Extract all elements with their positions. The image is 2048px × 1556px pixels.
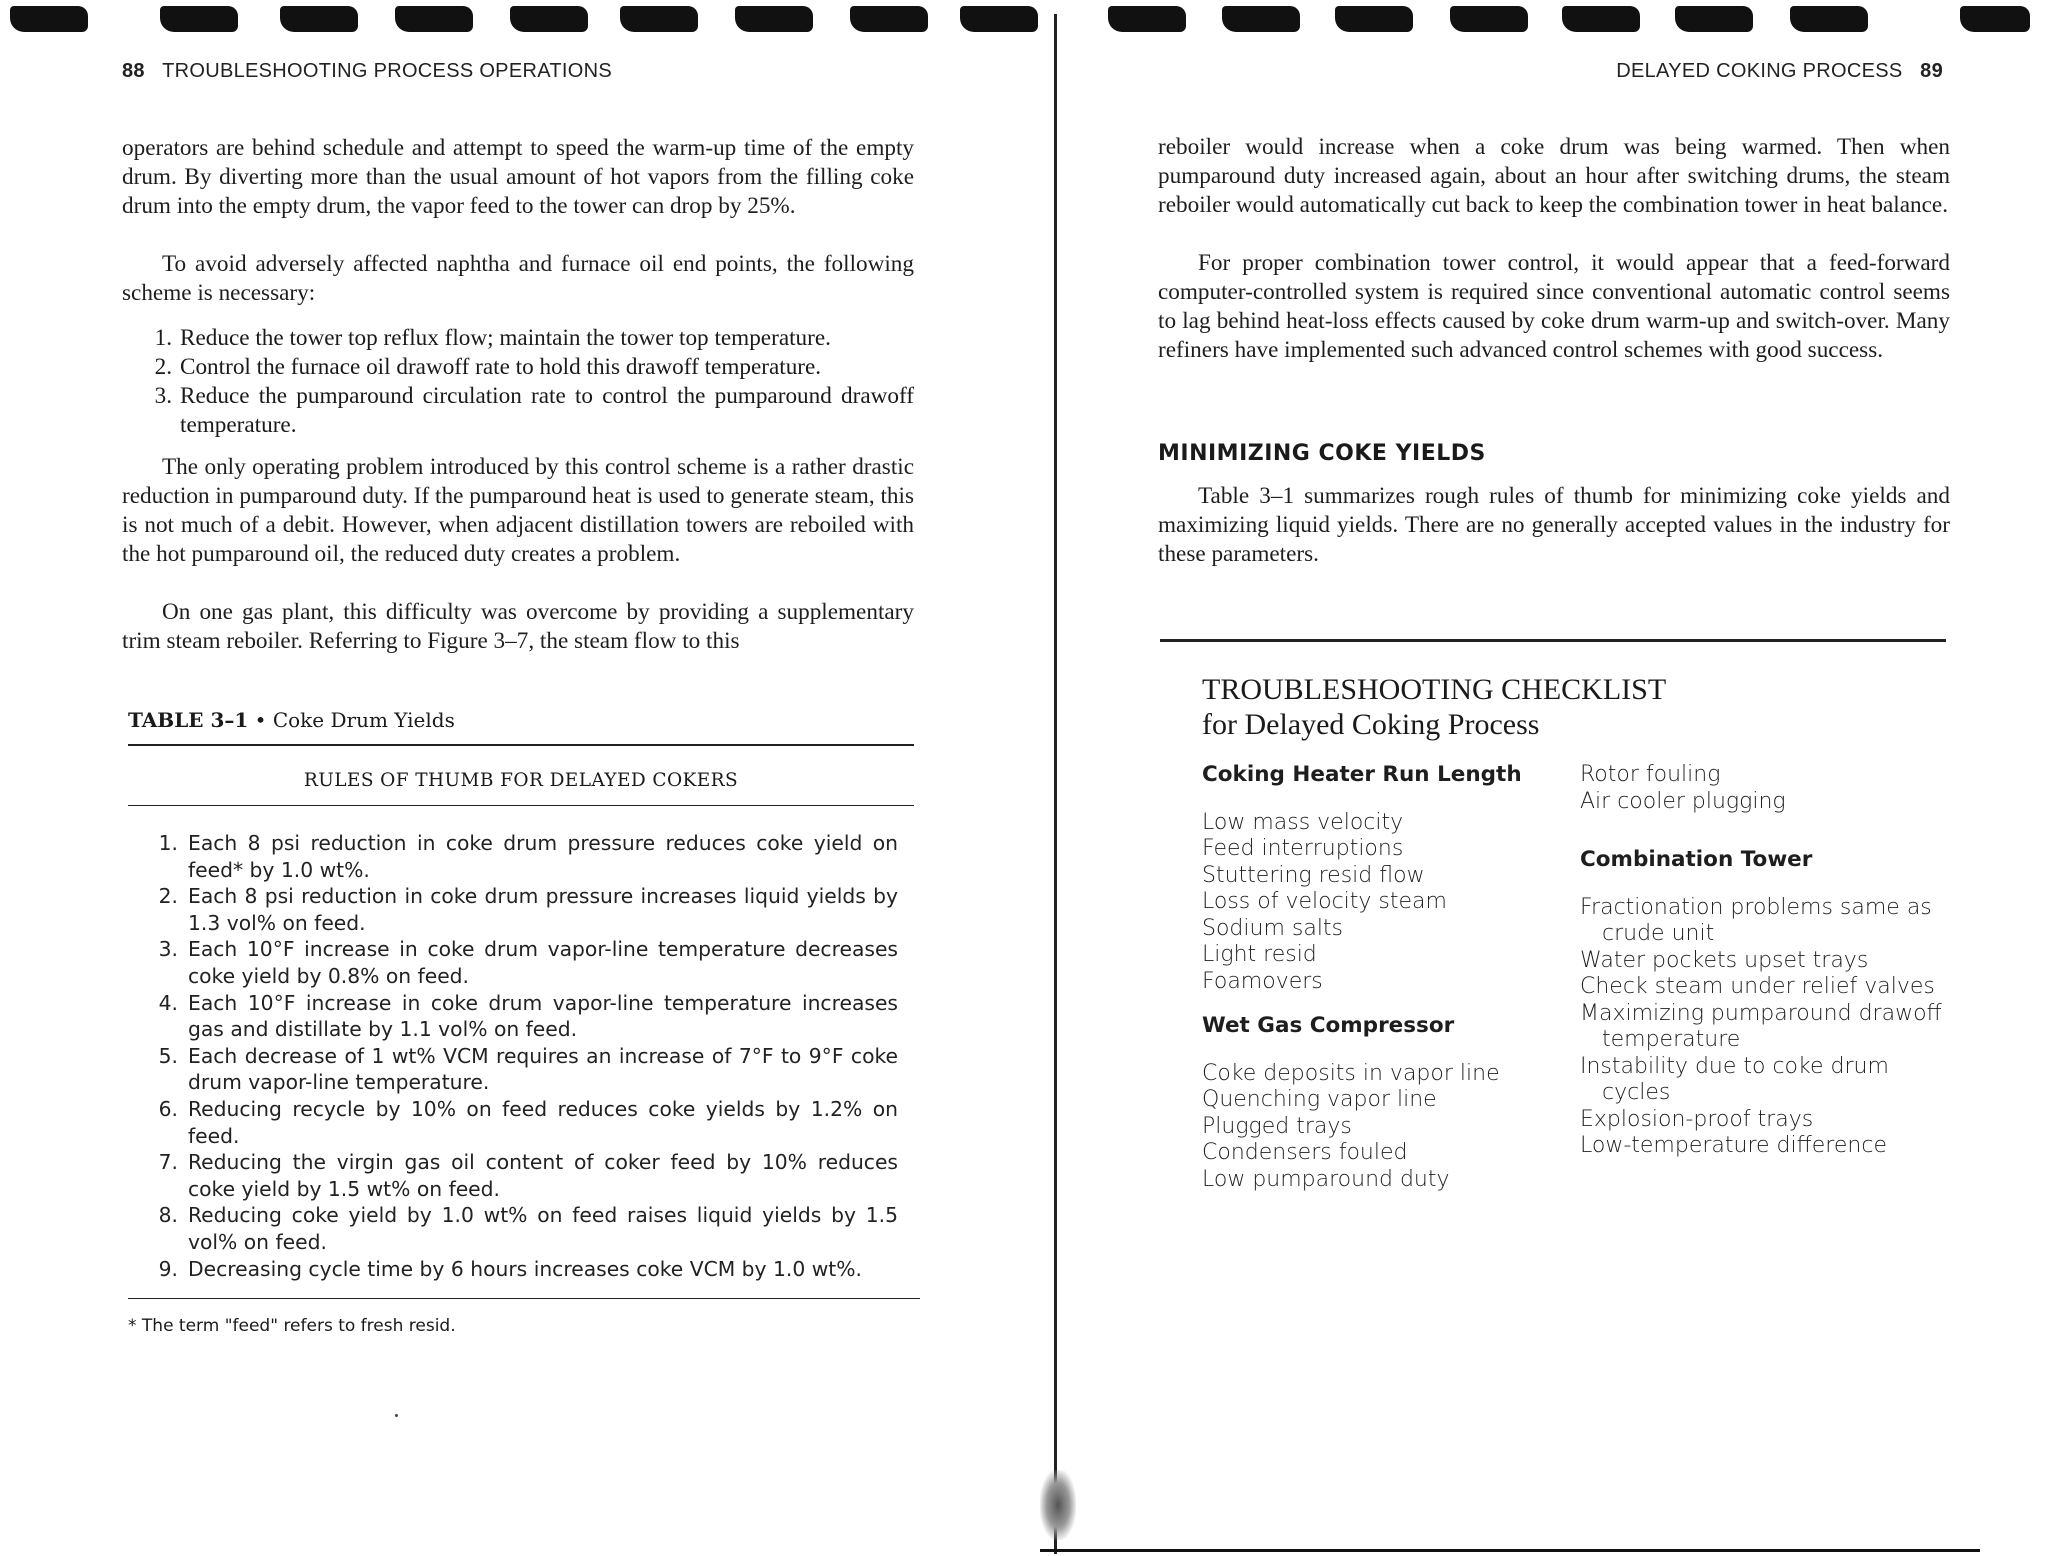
checklist-item: Plugged trays (1202, 1113, 1352, 1139)
checklist-item: Stuttering resid flow (1202, 862, 1425, 888)
left-page-number: 88 (122, 60, 145, 82)
checklist-item: Loss of velocity steam (1202, 889, 1447, 914)
binding-hole (10, 6, 88, 32)
table-label: TABLE 3–1 (128, 708, 249, 732)
binding-hole (510, 6, 588, 32)
checklist-column-right (1580, 762, 1950, 1160)
right-page-number: 89 (1920, 60, 1943, 82)
checklist-item: Coke deposits in vapor line (1202, 1060, 1500, 1086)
scheme-item: 3. Reduce the pumparound circulation rate to control the pumparound drawoff temperature. (154, 383, 914, 438)
left-paragraph-1: operators are behind schedule and attempt to speed the warm-up time of the empty drum. By diverting more than the usual amount of hot vapors from the filling coke drum into the empty drum, the vapor feed to the tower can drop by 25%. (122, 135, 914, 219)
heater-heading: Coking Heater Run Length (1202, 762, 1522, 787)
left-paragraph-2: To avoid adversely affected naphtha and furnace oil end points, the following scheme is necessary: (122, 251, 914, 306)
binding-hole (1960, 6, 2030, 32)
left-running-head (122, 60, 612, 83)
checklist-top-rule (1160, 639, 1946, 642)
tower-list (1580, 895, 1950, 1160)
rule-row: 3. Each 10°F increase in coke drum vapor-line temperature decreases coke yield by 0.8% on feed. (158, 937, 898, 988)
binding-hole (1562, 6, 1640, 32)
checklist-item: Low pumparound duty (1202, 1166, 1450, 1192)
right-paragraph-3: Table 3–1 summarizes rough rules of thumb for minimizing coke yields and maximizing liquid yields. There are no generally accepted values in the industry for these parameters. (1158, 483, 1950, 567)
heater-list (1202, 810, 1562, 996)
right-running-head (1616, 60, 1943, 83)
left-running-title: TROUBLESHOOTING PROCESS OPERATIONS (162, 60, 612, 82)
checklist-item: Condensers fouled (1202, 1140, 1408, 1165)
checklist-item: Low-temperature difference (1580, 1133, 1887, 1158)
page-spine (1054, 14, 1057, 1554)
left-paragraph-3: The only operating problem introduced by this control scheme is a rather drastic reduction in pumparound duty. If the pumparound heat is used to generate steam, this is not much of a debit. However, when adjacent distillation towers are reboiled with the hot pumparound oil, the reduced duty creates a problem. (122, 454, 914, 567)
checklist-title-line-2: for Delayed Coking Process (1202, 708, 1540, 741)
rules-list (128, 830, 898, 1282)
binding-hole (395, 6, 473, 32)
heater-list-continued (1580, 762, 1950, 815)
scan-speck (395, 1414, 398, 1417)
scheme-item: 2. Control the furnace oil drawoff rate to hold this drawoff temperature. (154, 354, 822, 380)
rule-row: 2. Each 8 psi reduction in coke drum pressure increases liquid yields by 1.3 vol% on feed. (158, 884, 898, 935)
binding-hole (735, 6, 813, 32)
binding-hole (1790, 6, 1868, 32)
right-paragraph-2: For proper combination tower control, it would appear that a feed-forward computer-controlled system is required since conventional automatic control seems to lag behind heat-loss effects caused by coke drum warm-up and switch-over. Many refiners have implemented such advanced control schemes with good success. (1158, 250, 1950, 363)
checklist-item: Feed interruptions (1202, 836, 1404, 861)
table-footnote: * The term "feed" refers to fresh resid. (128, 1316, 456, 1336)
binding-hole (1108, 6, 1186, 32)
scan-smudge (1040, 1470, 1076, 1540)
checklist-item: Light resid (1202, 942, 1317, 967)
caption-separator: • (248, 708, 273, 732)
table-bottom-rule (128, 1298, 920, 1299)
checklist-item: Check steam under relief valves (1580, 974, 1935, 999)
binding-hole (1335, 6, 1413, 32)
rule-row: 8. Reducing coke yield by 1.0 wt% on feed raises liquid yields by 1.5 vol% on feed. (158, 1203, 898, 1254)
rule-row: 5. Each decrease of 1 wt% VCM requires an increase of 7°F to 9°F coke drum vapor-line temperature. (158, 1043, 898, 1095)
checklist-title (1202, 672, 1666, 742)
tower-heading: Combination Tower (1580, 847, 1813, 872)
binding-hole (280, 6, 358, 32)
binding-hole (1450, 6, 1528, 32)
checklist-column-left (1202, 762, 1562, 1193)
table-caption (128, 708, 455, 732)
rule-row: 9. Decreasing cycle time by 6 hours increases coke VCM by 1.0 wt%. (158, 1256, 862, 1281)
left-paragraph-4: On one gas plant, this difficulty was overcome by providing a supplementary trim steam reboiler. Referring to Figure 3–7, the steam flow to this (122, 599, 914, 654)
checklist-title-line-1: TROUBLESHOOTING CHECKLIST (1202, 673, 1667, 706)
right-paragraph-1: reboiler would increase when a coke drum was being warmed. Then when pumparound duty increased again, about an hour after switching drums, the steam reboiler would automatically cut back to keep the combination tower in heat balance. (1158, 134, 1950, 218)
right-running-title: DELAYED COKING PROCESS (1616, 60, 1903, 82)
rule-row: 1. Each 8 psi reduction in coke drum pressure reduces coke yield on feed* by 1.0 wt%. (158, 831, 898, 882)
checklist-item: Fractionation problems same as crude unit (1580, 894, 1932, 946)
scheme-item: 1. Reduce the tower top reflux flow; maintain the tower top temperature. (154, 325, 831, 351)
binding-hole (1222, 6, 1300, 32)
checklist-item: Water pockets upset trays (1580, 947, 1869, 973)
checklist-item: Air cooler plugging (1580, 788, 1786, 814)
binding-hole (620, 6, 698, 32)
binding-hole (850, 6, 928, 32)
table-top-rule (128, 744, 914, 746)
table-header: RULES OF THUMB FOR DELAYED COKERS (303, 770, 739, 791)
checklist-item: Explosion-proof trays (1580, 1106, 1814, 1132)
checklist-item: Sodium salts (1202, 915, 1344, 941)
checklist-item: Foamovers (1202, 968, 1323, 994)
compressor-heading: Wet Gas Compressor (1202, 1013, 1455, 1038)
rule-row: 6. Reducing recycle by 10% on feed reduces coke yields by 1.2% on feed. (158, 1096, 898, 1148)
rule-row: 7. Reducing the virgin gas oil content of coker feed by 10% reduces coke yield by 1.5 wt% on feed. (158, 1150, 898, 1201)
checklist-item: Maximizing pumparound drawoff temperature (1580, 1000, 1942, 1052)
checklist-item: Rotor fouling (1580, 762, 1721, 787)
checklist-item: Low mass velocity (1202, 809, 1404, 835)
page-bottom-edge (1040, 1549, 1980, 1552)
binding-hole (1675, 6, 1753, 32)
checklist-item: Quenching vapor line (1202, 1087, 1437, 1112)
table-header-rule (128, 805, 914, 806)
rule-row: 4. Each 10°F increase in coke drum vapor-line temperature increases gas and distillate by 1.1 vol% on feed. (158, 990, 898, 1042)
compressor-list (1202, 1061, 1562, 1194)
checklist-item: Instability due to coke drum cycles (1580, 1053, 1889, 1105)
scheme-list (138, 324, 914, 440)
binding-hole (960, 6, 1038, 32)
section-heading: MINIMIZING COKE YIELDS (1158, 441, 1486, 466)
table-title: Coke Drum Yields (272, 708, 455, 732)
spiral-binding (0, 0, 2048, 34)
binding-hole (160, 6, 238, 32)
